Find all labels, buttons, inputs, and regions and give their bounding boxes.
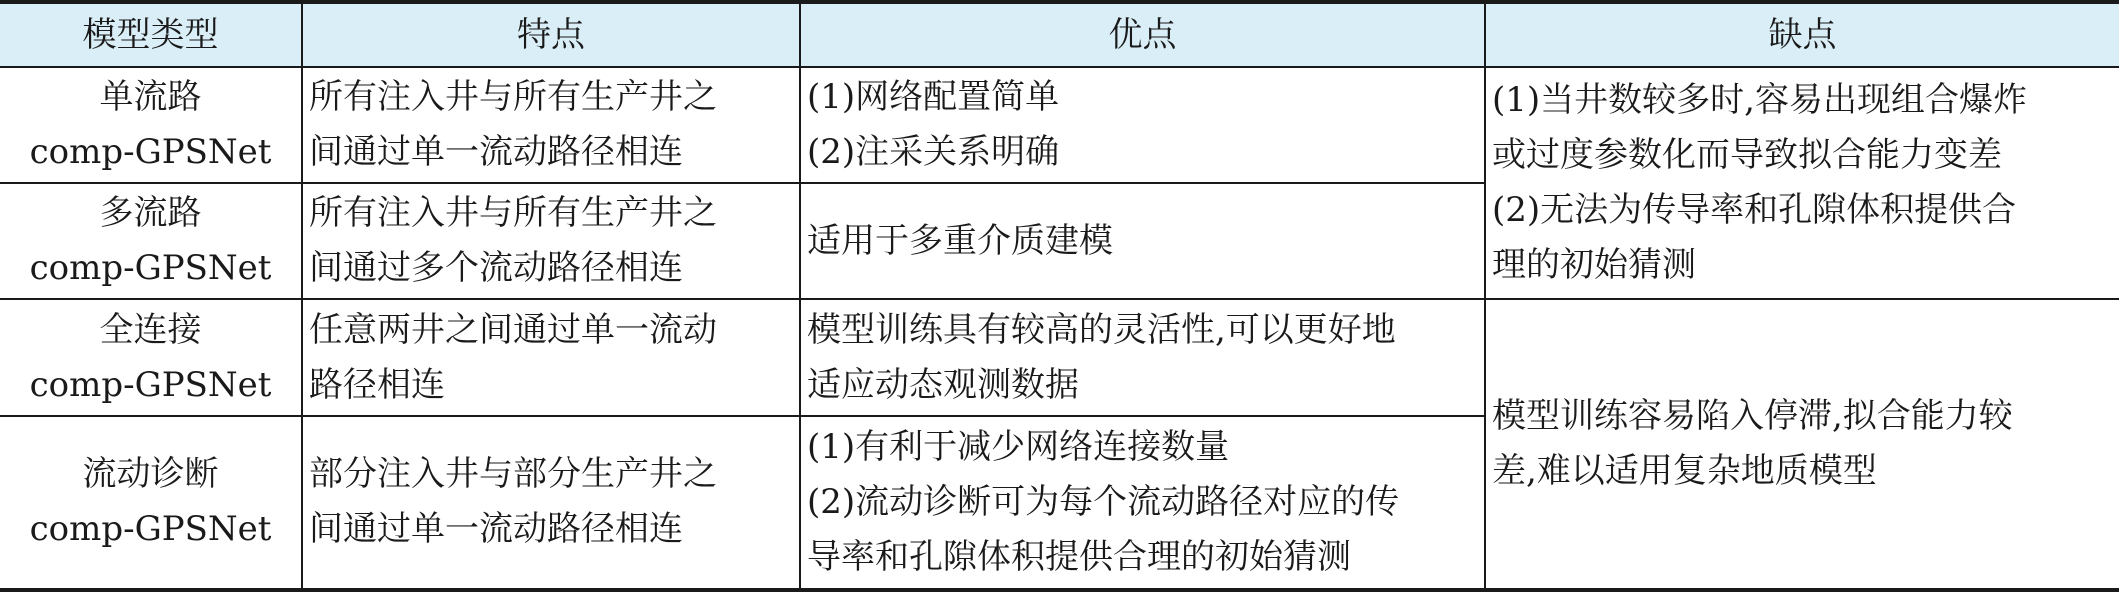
- model-name-cell: [0, 416, 302, 590]
- advantages-cell: [800, 299, 1485, 415]
- table-row: [0, 299, 2119, 415]
- model-name-line: comp-GPSNet: [29, 248, 272, 289]
- disadvantages-line: (2)无法为传导率和孔隙体积提供合: [1492, 190, 2017, 231]
- model-name-line: comp-GPSNet: [29, 132, 272, 173]
- model-name-line: 全连接: [99, 309, 202, 350]
- model-name-line: comp-GPSNet: [29, 509, 272, 550]
- advantages-line: 适应动态观测数据: [807, 364, 1079, 405]
- model-name-line: 单流路: [99, 77, 202, 118]
- features-cell: [302, 183, 800, 299]
- advantages-line: (2)注采关系明确: [807, 132, 1060, 173]
- advantages-line: 适用于多重介质建模: [807, 220, 1113, 261]
- header-model-type: 模型类型: [0, 2, 302, 67]
- features-line: 部分注入井与部分生产井之: [309, 454, 717, 495]
- features-line: 所有注入井与所有生产井之: [309, 193, 717, 234]
- table-row: [0, 67, 2119, 183]
- features-cell: [302, 416, 800, 590]
- features-line: 间通过多个流动路径相连: [309, 248, 683, 289]
- features-line: 任意两井之间通过单一流动: [309, 309, 717, 350]
- disadvantages-line: 差,难以适用复杂地质模型: [1492, 451, 1877, 492]
- disadvantages-line: 模型训练容易陷入停滞,拟合能力较: [1492, 396, 2013, 437]
- disadvantages-cell: [1485, 67, 2119, 299]
- disadvantages-line: 或过度参数化而导致拟合能力变差: [1492, 135, 2002, 176]
- features-line: 路径相连: [309, 364, 445, 405]
- model-name-cell: [0, 67, 302, 183]
- model-name-line: comp-GPSNet: [29, 364, 272, 405]
- advantages-cell: [800, 416, 1485, 590]
- features-line: 间通过单一流动路径相连: [309, 132, 683, 173]
- model-name-line: 多流路: [99, 193, 202, 234]
- features-cell: [302, 67, 800, 183]
- features-cell: [302, 299, 800, 415]
- header-disadvantages: 缺点: [1485, 2, 2119, 67]
- disadvantages-cell: [1485, 299, 2119, 590]
- advantages-line: 模型训练具有较高的灵活性,可以更好地: [807, 309, 1396, 350]
- advantages-line: (2)流动诊断可为每个流动路径对应的传: [807, 481, 1400, 522]
- model-name-cell: [0, 183, 302, 299]
- disadvantages-line: 理的初始猜测: [1492, 245, 1696, 286]
- advantages-line: (1)网络配置简单: [807, 77, 1060, 118]
- advantages-cell: [800, 183, 1485, 299]
- header-row: [0, 2, 2119, 67]
- model-name-line: 流动诊断: [82, 454, 219, 495]
- advantages-line: 导率和孔隙体积提供合理的初始猜测: [807, 536, 1351, 577]
- model-name-cell: [0, 299, 302, 415]
- header-advantages: 优点: [800, 2, 1485, 67]
- advantages-line: (1)有利于减少网络连接数量: [807, 426, 1230, 467]
- features-line: 间通过单一流动路径相连: [309, 509, 683, 550]
- advantages-cell: [800, 67, 1485, 183]
- disadvantages-line: (1)当井数较多时,容易出现组合爆炸: [1492, 80, 2027, 121]
- features-line: 所有注入井与所有生产井之: [309, 77, 717, 118]
- header-features: 特点: [302, 2, 800, 67]
